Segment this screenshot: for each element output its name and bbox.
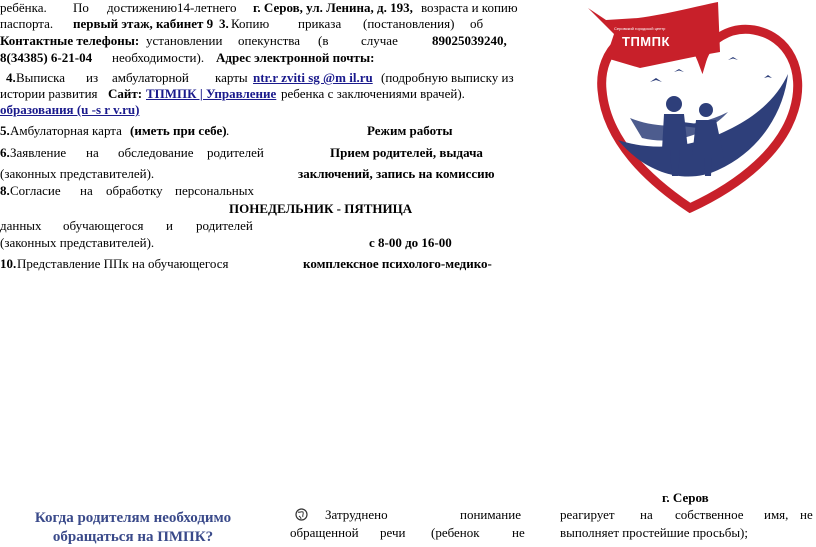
schedule-line-2: заключений, запись на комиссию (298, 166, 495, 181)
schedule-days: ПОНЕДЕЛЬНИК - ПЯТНИЦА (229, 201, 413, 216)
logo-graphic (578, 0, 816, 218)
text-line-13: (законных представителей). (0, 235, 155, 250)
schedule-title: Режим работы (367, 123, 453, 138)
question-heading: Когда родителям необходимо обращаться на ПМПК? (34, 510, 232, 545)
email-link[interactable]: ntr.r zviti sg @m il.ru (253, 70, 373, 85)
schedule-line-1: Прием родителей, выдача (330, 145, 483, 160)
schedule-hours: с 8-00 до 16-00 (369, 235, 452, 250)
globe-icon (295, 508, 308, 521)
text-line-10: (законных представителей). (0, 166, 155, 181)
logo-abbreviation: ТПМПК (622, 34, 670, 49)
tpmpk-logo (578, 0, 816, 218)
logo-small-text: Серовский городской центр (614, 26, 666, 31)
schedule-line-3: комплексное психолого-медико- (303, 256, 492, 271)
site-link-continued[interactable]: образования (u -s r v.ru) (0, 102, 140, 117)
site-link[interactable]: ТПМПК | Управление (146, 86, 277, 101)
city-label: г. Серов (662, 490, 709, 505)
continued-text-line-2: выполняет простейшие просьбы); (560, 525, 748, 540)
